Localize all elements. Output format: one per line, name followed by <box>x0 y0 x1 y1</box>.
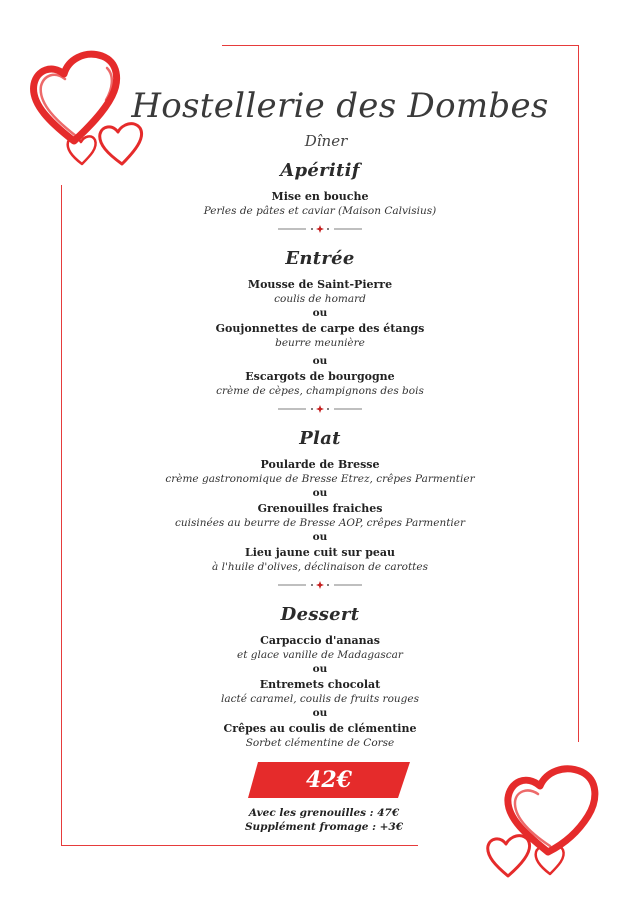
separator-ou: ou <box>312 355 328 367</box>
section-dessert <box>60 604 580 750</box>
dish-name: Mousse de Saint-Pierre <box>247 278 393 291</box>
section-title: Dessert <box>280 604 360 625</box>
separator-ou: ou <box>312 307 328 319</box>
section-aperitif <box>60 160 580 218</box>
section-title: Plat <box>299 428 341 449</box>
price-banner <box>248 762 410 798</box>
dish-name: Entremets chocolat <box>259 678 381 691</box>
section-plat <box>60 428 580 574</box>
frame-top-line <box>222 45 579 46</box>
dish-name: Crêpes au coulis de clémentine <box>223 722 417 735</box>
dish-description: et glace vanille de Madagascar <box>237 649 403 661</box>
heart-icon <box>488 836 530 876</box>
price-note-fromage: Supplément fromage : +3€ <box>244 821 404 833</box>
dish-description: lacté caramel, coulis de fruits rouges <box>221 693 419 705</box>
dish-name: Mise en bouche <box>271 190 369 203</box>
dish-description: cuisinées au beurre de Bresse AOP, crêpes Parmentier <box>174 517 466 529</box>
heart-icon <box>508 769 595 852</box>
dish-description: Perles de pâtes et caviar (Maison Calvisius) <box>203 205 437 217</box>
separator-ou: ou <box>312 663 328 675</box>
separator-ou: ou <box>312 531 328 543</box>
dish-name: Poularde de Bresse <box>260 458 380 471</box>
ornament-divider-icon <box>270 222 370 236</box>
ornament-divider-icon <box>270 402 370 416</box>
menu-price: 42€ <box>306 767 352 793</box>
section-title: Entrée <box>285 248 355 269</box>
menu-content <box>60 158 580 750</box>
dish-description: coulis de homard <box>274 293 366 305</box>
section-entree <box>60 248 580 398</box>
dish-description: Sorbet clémentine de Corse <box>245 737 395 749</box>
dish-description: crème de cèpes, champignons des bois <box>216 385 424 397</box>
dish-description: beurre meunière <box>275 337 365 349</box>
page-subtitle: Dîner <box>304 132 348 150</box>
dish-name: Goujonnettes de carpe des étangs <box>215 322 425 335</box>
frame-bottom-line <box>61 845 418 846</box>
dish-name: Escargots de bourgogne <box>245 370 395 383</box>
dish-name: Grenouilles fraiches <box>257 502 383 515</box>
heart-icon <box>536 846 564 874</box>
price-note-grenouilles: Avec les grenouilles : 47€ <box>248 807 400 819</box>
dish-description: à l'huile d'olives, déclinaison de carottes <box>211 561 428 573</box>
section-title: Apéritif <box>280 160 360 181</box>
page-title: Hostellerie des Dombes <box>131 86 549 126</box>
separator-ou: ou <box>312 707 328 719</box>
separator-ou: ou <box>312 487 328 499</box>
heart-icon-group-bottom-right <box>478 760 608 885</box>
dish-name: Carpaccio d'ananas <box>260 634 380 647</box>
dish-description: crème gastronomique de Bresse Etrez, crêpes Parmentier <box>165 473 475 485</box>
dish-name: Lieu jaune cuit sur peau <box>244 546 396 559</box>
ornament-divider-icon <box>270 578 370 592</box>
